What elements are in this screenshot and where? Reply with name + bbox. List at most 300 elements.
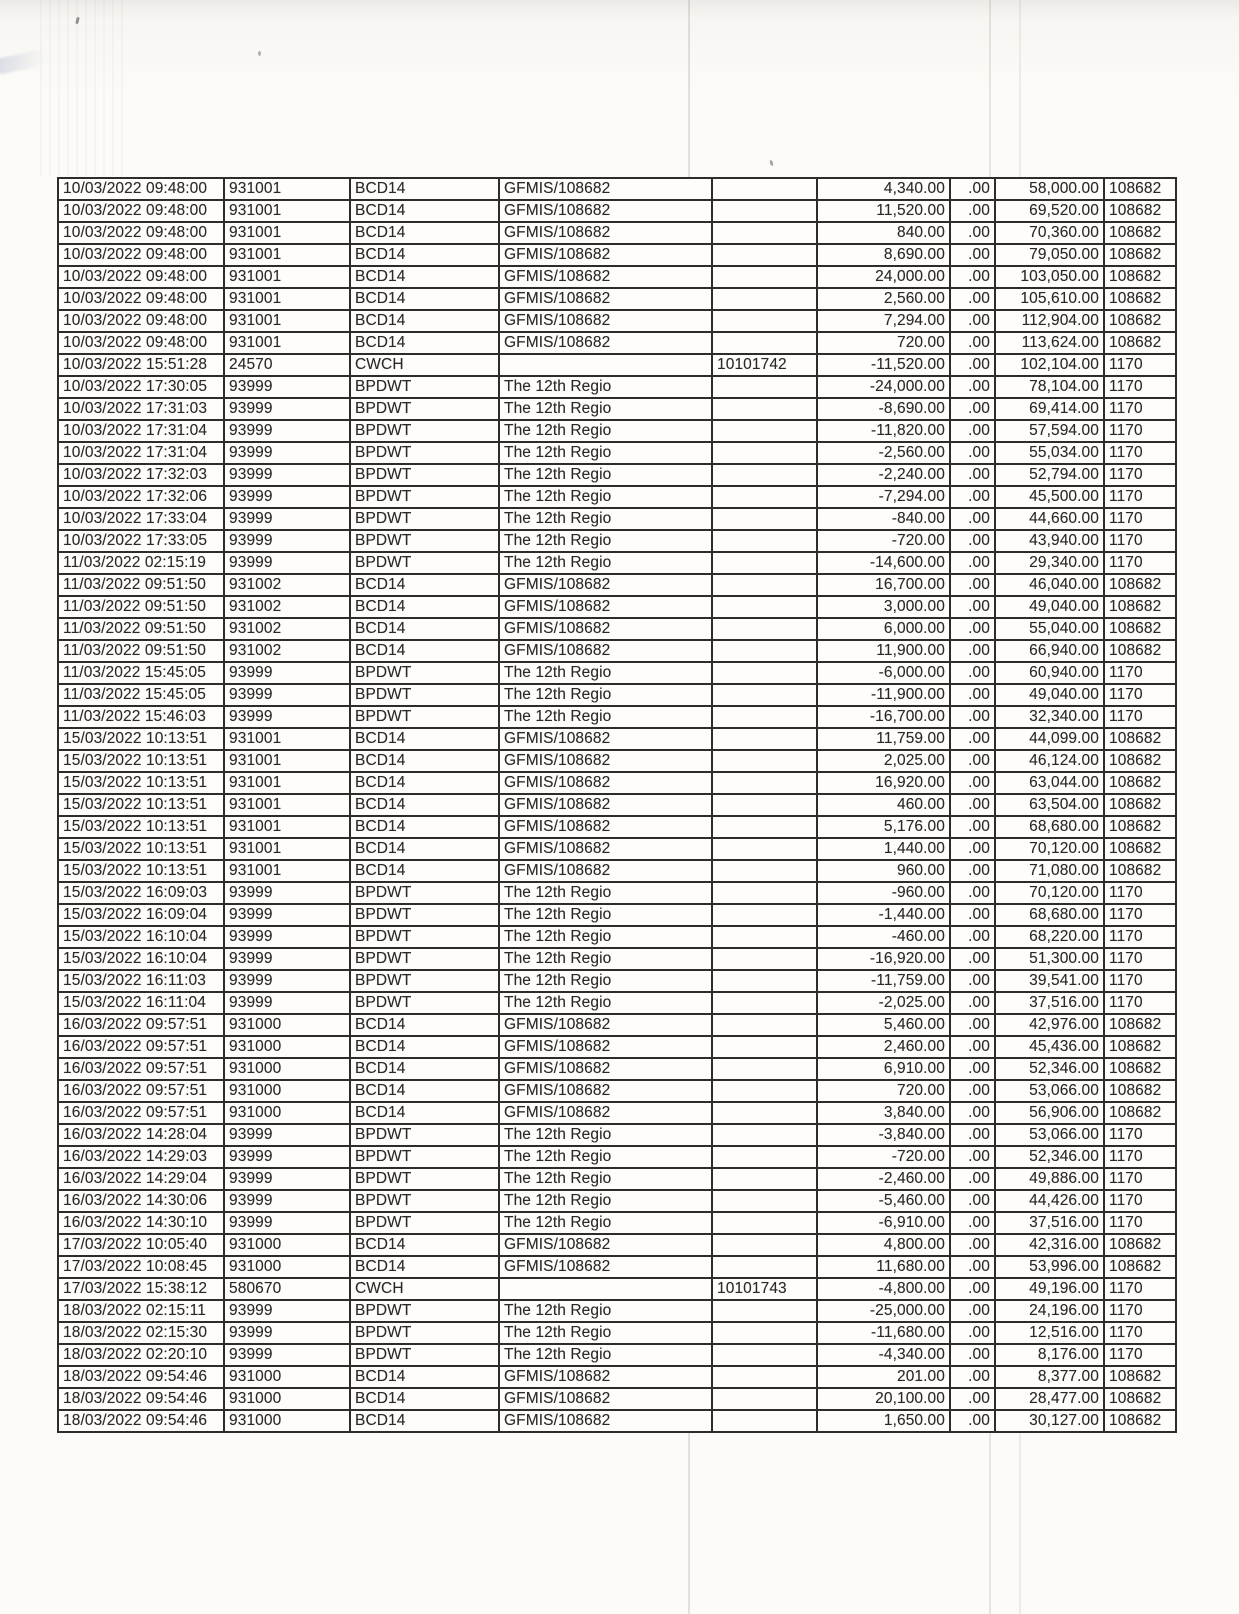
amount-cell: 11,680.00 (817, 1256, 950, 1278)
balance-cell: 58,000.00 (995, 178, 1104, 200)
doc-number-cell: 931001 (224, 288, 350, 310)
balance-cell: 24,196.00 (995, 1300, 1104, 1322)
table-row (58, 904, 1176, 926)
fund-code-cell: 108682 (1104, 1256, 1176, 1278)
reference-cell (712, 200, 817, 222)
doc-type-cell: BCD14 (350, 332, 499, 354)
balance-cell: 43,940.00 (995, 530, 1104, 552)
doc-type-cell: BPDWT (350, 464, 499, 486)
amount-cell: -2,240.00 (817, 464, 950, 486)
amount-cell: -11,520.00 (817, 354, 950, 376)
balance-cell: 69,414.00 (995, 398, 1104, 420)
fund-code-cell: 1170 (1104, 1212, 1176, 1234)
fund-code-cell: 1170 (1104, 1278, 1176, 1300)
table-row (58, 1168, 1176, 1190)
fund-code-cell: 108682 (1104, 1410, 1176, 1432)
reference-cell (712, 332, 817, 354)
doc-number-cell: 931002 (224, 618, 350, 640)
reference-cell (712, 838, 817, 860)
balance-cell: 8,176.00 (995, 1344, 1104, 1366)
datetime-cell: 16/03/2022 14:30:06 (58, 1190, 224, 1212)
table-row (58, 266, 1176, 288)
doc-number-cell: 93999 (224, 1344, 350, 1366)
cents-cell: .00 (950, 442, 995, 464)
doc-number-cell: 93999 (224, 662, 350, 684)
amount-cell: 20,100.00 (817, 1388, 950, 1410)
description-cell: GFMIS/108682 (499, 1058, 712, 1080)
amount-cell: 4,340.00 (817, 178, 950, 200)
amount-cell: 11,759.00 (817, 728, 950, 750)
description-cell: GFMIS/108682 (499, 860, 712, 882)
doc-type-cell: BPDWT (350, 662, 499, 684)
table-row (58, 728, 1176, 750)
doc-number-cell: 931000 (224, 1366, 350, 1388)
table-row (58, 1146, 1176, 1168)
datetime-cell: 17/03/2022 10:05:40 (58, 1234, 224, 1256)
table-row (58, 596, 1176, 618)
doc-number-cell: 931002 (224, 640, 350, 662)
table-row (58, 244, 1176, 266)
doc-type-cell: BCD14 (350, 310, 499, 332)
reference-cell (712, 1300, 817, 1322)
description-cell: GFMIS/108682 (499, 1366, 712, 1388)
fund-code-cell: 1170 (1104, 970, 1176, 992)
doc-type-cell: BCD14 (350, 728, 499, 750)
reference-cell (712, 222, 817, 244)
table-row (58, 398, 1176, 420)
doc-number-cell: 931001 (224, 860, 350, 882)
table-row (58, 1212, 1176, 1234)
description-cell: The 12th Regio (499, 882, 712, 904)
doc-number-cell: 931000 (224, 1388, 350, 1410)
cents-cell: .00 (950, 464, 995, 486)
balance-cell: 55,034.00 (995, 442, 1104, 464)
description-cell: GFMIS/108682 (499, 772, 712, 794)
description-cell: GFMIS/108682 (499, 1388, 712, 1410)
fund-code-cell: 1170 (1104, 552, 1176, 574)
datetime-cell: 16/03/2022 09:57:51 (58, 1058, 224, 1080)
cents-cell: .00 (950, 1014, 995, 1036)
balance-cell: 79,050.00 (995, 244, 1104, 266)
amount-cell: 16,700.00 (817, 574, 950, 596)
doc-type-cell: BPDWT (350, 398, 499, 420)
balance-cell: 56,906.00 (995, 1102, 1104, 1124)
reference-cell (712, 464, 817, 486)
amount-cell: 16,920.00 (817, 772, 950, 794)
doc-type-cell: BCD14 (350, 1234, 499, 1256)
doc-type-cell: BCD14 (350, 1102, 499, 1124)
balance-cell: 42,976.00 (995, 1014, 1104, 1036)
description-cell: GFMIS/108682 (499, 222, 712, 244)
doc-number-cell: 93999 (224, 1124, 350, 1146)
doc-type-cell: BPDWT (350, 1344, 499, 1366)
cents-cell: .00 (950, 398, 995, 420)
balance-cell: 53,066.00 (995, 1080, 1104, 1102)
reference-cell (712, 376, 817, 398)
datetime-cell: 10/03/2022 17:32:06 (58, 486, 224, 508)
description-cell: GFMIS/108682 (499, 640, 712, 662)
doc-type-cell: BPDWT (350, 882, 499, 904)
cents-cell: .00 (950, 332, 995, 354)
description-cell: GFMIS/108682 (499, 596, 712, 618)
cents-cell: .00 (950, 244, 995, 266)
cents-cell: .00 (950, 816, 995, 838)
datetime-cell: 15/03/2022 16:10:04 (58, 948, 224, 970)
doc-type-cell: BCD14 (350, 178, 499, 200)
reference-cell (712, 728, 817, 750)
cents-cell: .00 (950, 310, 995, 332)
reference-cell (712, 772, 817, 794)
description-cell: The 12th Regio (499, 398, 712, 420)
doc-type-cell: BPDWT (350, 1322, 499, 1344)
doc-type-cell: BPDWT (350, 1168, 499, 1190)
amount-cell: -2,560.00 (817, 442, 950, 464)
doc-number-cell: 93999 (224, 926, 350, 948)
fund-code-cell: 108682 (1104, 596, 1176, 618)
doc-number-cell: 931001 (224, 816, 350, 838)
reference-cell (712, 552, 817, 574)
datetime-cell: 11/03/2022 15:46:03 (58, 706, 224, 728)
doc-type-cell: BPDWT (350, 420, 499, 442)
cents-cell: .00 (950, 354, 995, 376)
amount-cell: 1,650.00 (817, 1410, 950, 1432)
description-cell: The 12th Regio (499, 970, 712, 992)
fund-code-cell: 108682 (1104, 816, 1176, 838)
cents-cell: .00 (950, 1300, 995, 1322)
amount-cell: 2,560.00 (817, 288, 950, 310)
reference-cell (712, 574, 817, 596)
description-cell: GFMIS/108682 (499, 244, 712, 266)
cents-cell: .00 (950, 288, 995, 310)
fund-code-cell: 108682 (1104, 772, 1176, 794)
fund-code-cell: 1170 (1104, 398, 1176, 420)
table-row (58, 992, 1176, 1014)
amount-cell: 4,800.00 (817, 1234, 950, 1256)
scan-speck (769, 160, 774, 167)
amount-cell: 5,176.00 (817, 816, 950, 838)
doc-type-cell: BPDWT (350, 1300, 499, 1322)
doc-type-cell: BPDWT (350, 948, 499, 970)
doc-type-cell: BCD14 (350, 1036, 499, 1058)
cents-cell: .00 (950, 1234, 995, 1256)
fund-code-cell: 1170 (1104, 1190, 1176, 1212)
cents-cell: .00 (950, 750, 995, 772)
table-row (58, 332, 1176, 354)
doc-type-cell: BCD14 (350, 596, 499, 618)
fund-code-cell: 108682 (1104, 1036, 1176, 1058)
description-cell: GFMIS/108682 (499, 728, 712, 750)
balance-cell: 52,794.00 (995, 464, 1104, 486)
table-row (58, 508, 1176, 530)
reference-cell (712, 1256, 817, 1278)
reference-cell (712, 1388, 817, 1410)
doc-number-cell: 931001 (224, 178, 350, 200)
datetime-cell: 10/03/2022 09:48:00 (58, 200, 224, 222)
description-cell: GFMIS/108682 (499, 816, 712, 838)
amount-cell: -720.00 (817, 530, 950, 552)
datetime-cell: 16/03/2022 09:57:51 (58, 1014, 224, 1036)
description-cell (499, 354, 712, 376)
doc-type-cell: BCD14 (350, 794, 499, 816)
amount-cell: 11,520.00 (817, 200, 950, 222)
ledger-table-body (58, 178, 1176, 1432)
doc-type-cell: BCD14 (350, 640, 499, 662)
doc-type-cell: BCD14 (350, 838, 499, 860)
description-cell: The 12th Regio (499, 1124, 712, 1146)
reference-cell (712, 1344, 817, 1366)
description-cell: The 12th Regio (499, 508, 712, 530)
cents-cell: .00 (950, 948, 995, 970)
datetime-cell: 10/03/2022 17:31:04 (58, 420, 224, 442)
datetime-cell: 10/03/2022 09:48:00 (58, 332, 224, 354)
balance-cell: 78,104.00 (995, 376, 1104, 398)
cents-cell: .00 (950, 992, 995, 1014)
table-row (58, 464, 1176, 486)
amount-cell: 460.00 (817, 794, 950, 816)
description-cell: GFMIS/108682 (499, 574, 712, 596)
table-row (58, 1300, 1176, 1322)
cents-cell: .00 (950, 970, 995, 992)
reference-cell (712, 662, 817, 684)
doc-number-cell: 93999 (224, 904, 350, 926)
doc-number-cell: 931001 (224, 772, 350, 794)
datetime-cell: 10/03/2022 09:48:00 (58, 310, 224, 332)
doc-type-cell: BPDWT (350, 508, 499, 530)
doc-number-cell: 93999 (224, 1300, 350, 1322)
reference-cell (712, 992, 817, 1014)
reference-cell: 10101743 (712, 1278, 817, 1300)
amount-cell: -6,910.00 (817, 1212, 950, 1234)
fund-code-cell: 1170 (1104, 1322, 1176, 1344)
table-row (58, 442, 1176, 464)
description-cell: The 12th Regio (499, 948, 712, 970)
cents-cell: .00 (950, 838, 995, 860)
fund-code-cell: 108682 (1104, 1080, 1176, 1102)
description-cell: The 12th Regio (499, 684, 712, 706)
amount-cell: 11,900.00 (817, 640, 950, 662)
description-cell: The 12th Regio (499, 1212, 712, 1234)
fund-code-cell: 108682 (1104, 1058, 1176, 1080)
cents-cell: .00 (950, 794, 995, 816)
doc-number-cell: 93999 (224, 376, 350, 398)
table-row (58, 772, 1176, 794)
fund-code-cell: 1170 (1104, 992, 1176, 1014)
balance-cell: 44,099.00 (995, 728, 1104, 750)
doc-number-cell: 93999 (224, 1146, 350, 1168)
scan-streak-noise (40, 0, 130, 176)
balance-cell: 32,340.00 (995, 706, 1104, 728)
doc-type-cell: BPDWT (350, 904, 499, 926)
cents-cell: .00 (950, 926, 995, 948)
table-row (58, 1190, 1176, 1212)
datetime-cell: 18/03/2022 02:20:10 (58, 1344, 224, 1366)
doc-number-cell: 93999 (224, 948, 350, 970)
balance-cell: 60,940.00 (995, 662, 1104, 684)
description-cell: GFMIS/108682 (499, 1410, 712, 1432)
balance-cell: 44,426.00 (995, 1190, 1104, 1212)
amount-cell: 5,460.00 (817, 1014, 950, 1036)
datetime-cell: 10/03/2022 09:48:00 (58, 288, 224, 310)
scan-speck (75, 17, 80, 25)
description-cell: GFMIS/108682 (499, 838, 712, 860)
cents-cell: .00 (950, 1256, 995, 1278)
reference-cell (712, 1366, 817, 1388)
reference-cell (712, 706, 817, 728)
reference-cell (712, 684, 817, 706)
fund-code-cell: 108682 (1104, 266, 1176, 288)
cents-cell: .00 (950, 706, 995, 728)
doc-type-cell: CWCH (350, 1278, 499, 1300)
table-row (58, 1388, 1176, 1410)
fund-code-cell: 108682 (1104, 332, 1176, 354)
fund-code-cell: 108682 (1104, 750, 1176, 772)
doc-number-cell: 931000 (224, 1410, 350, 1432)
reference-cell (712, 1036, 817, 1058)
balance-cell: 49,196.00 (995, 1278, 1104, 1300)
table-row (58, 552, 1176, 574)
balance-cell: 52,346.00 (995, 1146, 1104, 1168)
balance-cell: 46,040.00 (995, 574, 1104, 596)
reference-cell (712, 244, 817, 266)
balance-cell: 8,377.00 (995, 1366, 1104, 1388)
fund-code-cell: 1170 (1104, 376, 1176, 398)
table-row (58, 1344, 1176, 1366)
balance-cell: 70,120.00 (995, 838, 1104, 860)
description-cell: The 12th Regio (499, 1190, 712, 1212)
cents-cell: .00 (950, 1080, 995, 1102)
doc-type-cell: BCD14 (350, 222, 499, 244)
doc-type-cell: BPDWT (350, 1212, 499, 1234)
fund-code-cell: 108682 (1104, 222, 1176, 244)
doc-number-cell: 580670 (224, 1278, 350, 1300)
amount-cell: 6,910.00 (817, 1058, 950, 1080)
amount-cell: -720.00 (817, 1146, 950, 1168)
doc-type-cell: BCD14 (350, 816, 499, 838)
doc-number-cell: 931002 (224, 596, 350, 618)
table-row (58, 178, 1176, 200)
description-cell: GFMIS/108682 (499, 200, 712, 222)
fund-code-cell: 108682 (1104, 640, 1176, 662)
balance-cell: 37,516.00 (995, 992, 1104, 1014)
amount-cell: -24,000.00 (817, 376, 950, 398)
cents-cell: .00 (950, 508, 995, 530)
amount-cell: 3,840.00 (817, 1102, 950, 1124)
fund-code-cell: 108682 (1104, 794, 1176, 816)
cents-cell: .00 (950, 552, 995, 574)
fund-code-cell: 108682 (1104, 310, 1176, 332)
datetime-cell: 17/03/2022 15:38:12 (58, 1278, 224, 1300)
doc-number-cell: 93999 (224, 970, 350, 992)
description-cell: GFMIS/108682 (499, 618, 712, 640)
fund-code-cell: 1170 (1104, 684, 1176, 706)
datetime-cell: 15/03/2022 10:13:51 (58, 772, 224, 794)
cents-cell: .00 (950, 1410, 995, 1432)
doc-type-cell: BCD14 (350, 1256, 499, 1278)
doc-number-cell: 931001 (224, 244, 350, 266)
doc-type-cell: BCD14 (350, 1080, 499, 1102)
amount-cell: -16,920.00 (817, 948, 950, 970)
balance-cell: 30,127.00 (995, 1410, 1104, 1432)
amount-cell: 960.00 (817, 860, 950, 882)
reference-cell (712, 1168, 817, 1190)
doc-number-cell: 93999 (224, 464, 350, 486)
doc-number-cell: 93999 (224, 1322, 350, 1344)
cents-cell: .00 (950, 376, 995, 398)
description-cell: The 12th Regio (499, 376, 712, 398)
cents-cell: .00 (950, 904, 995, 926)
fund-code-cell: 1170 (1104, 354, 1176, 376)
balance-cell: 69,520.00 (995, 200, 1104, 222)
reference-cell (712, 1014, 817, 1036)
scan-top-shading (0, 0, 1239, 95)
table-row (58, 882, 1176, 904)
description-cell: GFMIS/108682 (499, 288, 712, 310)
doc-type-cell: BPDWT (350, 552, 499, 574)
amount-cell: -11,680.00 (817, 1322, 950, 1344)
doc-type-cell: BPDWT (350, 1190, 499, 1212)
scan-speck (258, 51, 261, 56)
cents-cell: .00 (950, 530, 995, 552)
datetime-cell: 11/03/2022 09:51:50 (58, 640, 224, 662)
doc-type-cell: BCD14 (350, 1410, 499, 1432)
fund-code-cell: 108682 (1104, 288, 1176, 310)
doc-number-cell: 931001 (224, 728, 350, 750)
datetime-cell: 15/03/2022 16:09:03 (58, 882, 224, 904)
amount-cell: -25,000.00 (817, 1300, 950, 1322)
cents-cell: .00 (950, 728, 995, 750)
fund-code-cell: 108682 (1104, 1014, 1176, 1036)
amount-cell: -4,800.00 (817, 1278, 950, 1300)
datetime-cell: 16/03/2022 09:57:51 (58, 1036, 224, 1058)
fund-code-cell: 108682 (1104, 618, 1176, 640)
cents-cell: .00 (950, 1366, 995, 1388)
doc-type-cell: BPDWT (350, 530, 499, 552)
datetime-cell: 11/03/2022 15:45:05 (58, 662, 224, 684)
reference-cell (712, 288, 817, 310)
doc-type-cell: BPDWT (350, 706, 499, 728)
reference-cell (712, 904, 817, 926)
table-row (58, 354, 1176, 376)
balance-cell: 46,124.00 (995, 750, 1104, 772)
datetime-cell: 10/03/2022 17:30:05 (58, 376, 224, 398)
doc-number-cell: 93999 (224, 420, 350, 442)
datetime-cell: 10/03/2022 17:31:03 (58, 398, 224, 420)
fund-code-cell: 108682 (1104, 200, 1176, 222)
datetime-cell: 15/03/2022 16:10:04 (58, 926, 224, 948)
table-row (58, 1036, 1176, 1058)
amount-cell: -16,700.00 (817, 706, 950, 728)
reference-cell (712, 486, 817, 508)
reference-cell (712, 442, 817, 464)
table-row (58, 1014, 1176, 1036)
doc-number-cell: 931000 (224, 1256, 350, 1278)
doc-number-cell: 93999 (224, 1212, 350, 1234)
cents-cell: .00 (950, 266, 995, 288)
description-cell: The 12th Regio (499, 904, 712, 926)
cents-cell: .00 (950, 882, 995, 904)
doc-type-cell: BCD14 (350, 772, 499, 794)
doc-type-cell: BPDWT (350, 486, 499, 508)
datetime-cell: 18/03/2022 02:15:30 (58, 1322, 224, 1344)
table-row (58, 794, 1176, 816)
fund-code-cell: 108682 (1104, 1102, 1176, 1124)
amount-cell: -14,600.00 (817, 552, 950, 574)
reference-cell (712, 860, 817, 882)
table-row (58, 310, 1176, 332)
reference-cell (712, 640, 817, 662)
balance-cell: 44,660.00 (995, 508, 1104, 530)
description-cell: The 12th Regio (499, 420, 712, 442)
